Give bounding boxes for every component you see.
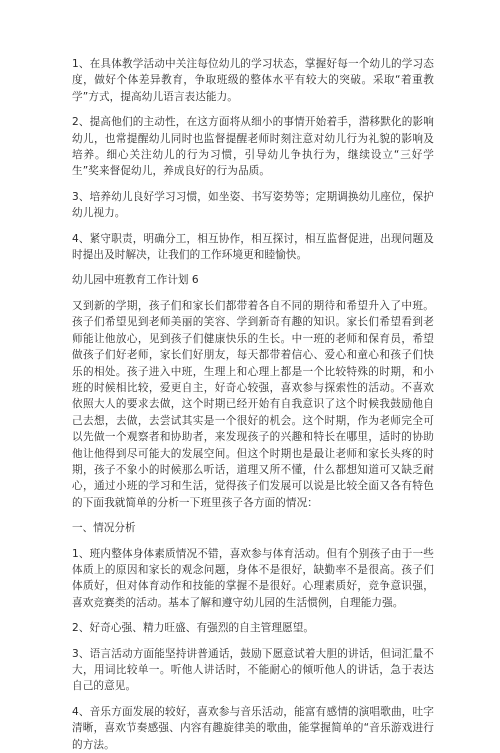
section-title: 幼儿园中班教育工作计划 6	[72, 274, 199, 287]
sub-heading: 一、情况分析	[72, 522, 136, 535]
paragraph-8: 3、语言活动方面能坚持讲普通话，鼓励下愿意试着大胆的讲话，但词汇量不大，用词比较单一。听他人讲话时，不能耐心的倾听他人的讲话，急于表达自己的意见。	[72, 647, 434, 693]
paragraph-4: 4、紧守职责，明确分工，相互协作，相互探讨，相互监督促进，出现问题及时提出及时解决，让我们的工作环境更和睦愉快。	[72, 232, 434, 262]
paragraph-2: 2、提高他们的主动性，在这方面将从细小的事情开始着手，潜移默化的影响幼儿，也常提醒幼儿同时也监督提醒老师时刻注意对幼儿行为礼貌的影响及培养。细心关注幼儿的行为习惯，引导幼儿争执行为，继续设立“三好学生”奖来督促幼儿，养成良好的行为品质。	[72, 116, 434, 178]
paragraph-1: 1、在具体教学活动中关注每位幼儿的学习状态，掌握好每一个幼儿的学习态度，做好个体差异教育，争取班级的整体水平有较大的突破。采取“着重教学”方式，提高幼儿语言表达能力。	[72, 58, 434, 103]
paragraph-3: 3、培养幼儿良好学习习惯，如坐姿、书写姿势等；定期调换幼儿座位，保护幼儿视力。	[72, 190, 434, 220]
paragraph-9: 4、音乐方面发展的较好，喜欢参与音乐活动，能富有感情的演唱歌曲，吐字清晰，喜欢节奏感强、内容有趣旋律美的歌曲，能掌握简单的“音乐游戏进行的方法。	[72, 705, 434, 751]
paragraph-7: 2、好奇心强、精力旺盛、有强烈的自主管理愿望。	[72, 622, 315, 635]
paragraph-6: 1、班内整体身体素质情况不错，喜欢参与体育活动。但有个别孩子由于一些体质上的原因和家长的观念问题，身体不是很好，缺勤率不是很高。孩子们体质好，但对体育动作和技能的掌握不是很好。心理素质好，竞争意识强，喜欢竞赛类的活动。基本了解和遵守幼儿园的生活惯例，自理能力强。	[72, 547, 434, 609]
paragraph-5: 又到新的学期，孩子们和家长们都带着各自不同的期待和希望升入了中班。孩子们希望见到老师美丽的笑容、学到新奇有趣的知识。家长们希望看到老师能让他放心，见到孩子们健康快乐的生长。中一班的老师和保育员，希望做孩子们好老师，家长们好朋友，每天都带着信心、爱心和童心和孩子们快乐的相处。孩子进入中班，生理上和心理上都是一个比较特殊的时期，和小班的时候相比较，爱更自主，好奇心较强，喜欢参与探索性的活动。不喜欢依照大人的要求去做，这个时期已经开始有自我意识了这个时候我鼓励他自己去想，去做，去尝试其实是一个很好的机会。这个时期，作为老师完全可以先做一个观察者和协助者，来发现孩子的兴趣和特长在哪里，适时的协助他让他得到尽可能大的发展空间。但这个时期也是最让老师和家长头疼的时期，孩子不象小的时候那么听话，道理又所不懂，什么都想知道可又缺乏耐心，通过小班的学习和生活，觉得孩子们发展可以说是比较全面又各有特色的下面我就简单的分析一下班里孩子各方面的情况：	[72, 299, 434, 509]
